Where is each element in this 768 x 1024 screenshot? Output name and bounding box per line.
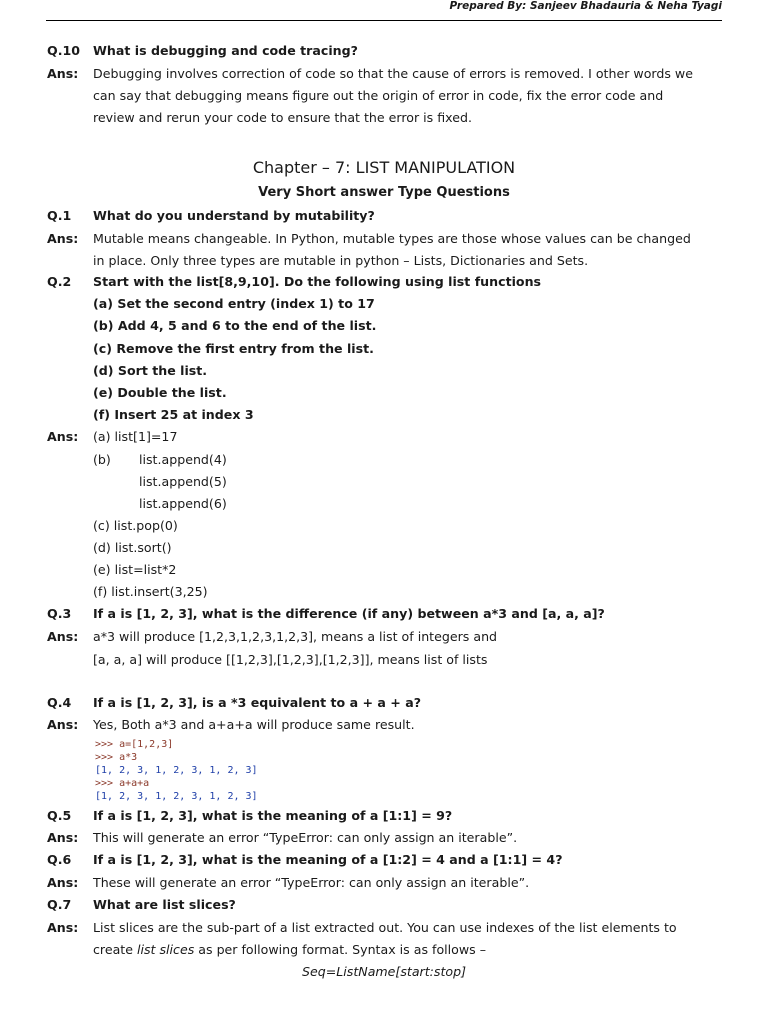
q3-answer-line: [a, a, a] will produce [[1,2,3],[1,2,3],[1,2,3]], means list of lists <box>93 652 488 667</box>
shell-output-line: [1, 2, 3, 1, 2, 3, 1, 2, 3] <box>95 791 258 802</box>
chapter-title: Chapter – 7: LIST MANIPULATION <box>252 158 516 177</box>
q7-question: What are list slices? <box>93 897 236 912</box>
python-shell-snippet <box>95 738 258 803</box>
q3-label: Q.3 <box>47 606 72 621</box>
q2-answer-b-line: list.append(4) <box>139 452 227 467</box>
q10-label: Q.10 <box>47 43 81 58</box>
q7-ans-label: Ans: <box>47 920 79 935</box>
q7-label: Q.7 <box>47 897 72 912</box>
shell-output-line: [1, 2, 3, 1, 2, 3, 1, 2, 3] <box>95 765 258 776</box>
q7-answer-text: create <box>93 942 137 957</box>
q10-answer-line: review and rerun your code to ensure that the error is fixed. <box>93 110 472 125</box>
q10-question: What is debugging and code tracing? <box>93 43 358 58</box>
section-subtitle: Very Short answer Type Questions <box>258 185 510 200</box>
q6-label: Q.6 <box>47 852 72 867</box>
q6-question: If a is [1, 2, 3], what is the meaning of a [1:2] = 4 and a [1:1] = 4? <box>93 852 563 867</box>
q4-answer: Yes, Both a*3 and a+a+a will produce same result. <box>93 717 415 732</box>
prepared-by-header: Prepared By: Sanjeev Bhadauria & Neha Tyagi <box>449 0 722 12</box>
q3-ans-label: Ans: <box>47 629 79 644</box>
q2-part: (d) Sort the list. <box>93 363 208 378</box>
q1-answer-line: Mutable means changeable. In Python, mutable types are those whose values can be changed <box>93 231 691 246</box>
q10-ans-label: Ans: <box>47 66 79 81</box>
q3-question: If a is [1, 2, 3], what is the difference (if any) between a*3 and [a, a, a]? <box>93 606 605 621</box>
q2-question: Start with the list[8,9,10]. Do the following using list functions <box>93 274 542 289</box>
q2-part: (f) Insert 25 at index 3 <box>93 407 254 422</box>
q2-answer-f: (f) list.insert(3,25) <box>93 584 208 599</box>
q2-part: (c) Remove the first entry from the list. <box>93 341 374 356</box>
q2-answer-b-label: (b) <box>93 452 111 467</box>
q1-label: Q.1 <box>47 208 72 223</box>
q2-answer-a: (a) list[1]=17 <box>93 429 178 444</box>
q7-answer-emphasis: list slices <box>136 942 195 957</box>
shell-prompt-line: >>> a*3 <box>95 752 138 763</box>
q5-question: If a is [1, 2, 3], what is the meaning of a [1:1] = 9? <box>93 808 453 823</box>
q2-answer-d: (d) list.sort() <box>93 540 172 555</box>
q3-answer-line: a*3 will produce [1,2,3,1,2,3,1,2,3], means a list of integers and <box>93 629 498 644</box>
q2-ans-label: Ans: <box>47 429 79 444</box>
q5-label: Q.5 <box>47 808 72 823</box>
q1-answer-line: in place. Only three types are mutable in python – Lists, Dictionaries and Sets. <box>93 253 589 268</box>
q5-answer: This will generate an error “TypeError: can only assign an iterable”. <box>93 830 518 845</box>
header-divider <box>46 20 722 21</box>
q4-ans-label: Ans: <box>47 717 79 732</box>
q7-answer-line: List slices are the sub-part of a list extracted out. You can use indexes of the list elements to <box>93 920 677 935</box>
q6-ans-label: Ans: <box>47 875 79 890</box>
q1-ans-label: Ans: <box>47 231 79 246</box>
q4-question: If a is [1, 2, 3], is a *3 equivalent to a + a + a? <box>93 695 422 710</box>
q1-question: What do you understand by mutability? <box>93 208 375 223</box>
shell-prompt-line: >>> a+a+a <box>95 778 150 789</box>
q2-answer-b-line: list.append(6) <box>139 496 227 511</box>
shell-prompt-line: >>> a=[1,2,3] <box>95 739 174 750</box>
q2-part: (e) Double the list. <box>93 385 227 400</box>
q2-answer-b-line: list.append(5) <box>139 474 227 489</box>
q10-answer-line: can say that debugging means figure out the origin of error in code, fix the error code and <box>93 88 664 103</box>
q7-answer-line <box>93 942 486 957</box>
q2-part: (a) Set the second entry (index 1) to 17 <box>93 296 375 311</box>
q4-label: Q.4 <box>47 695 72 710</box>
slice-syntax-format: Seq=ListName[start:stop] <box>301 964 467 979</box>
q7-answer-text: as per following format. Syntax is as follows – <box>194 942 487 957</box>
q6-answer: These will generate an error “TypeError: can only assign an iterable”. <box>93 875 530 890</box>
q2-answer-e: (e) list=list*2 <box>93 562 177 577</box>
q10-answer-line: Debugging involves correction of code so that the cause of errors is removed. I other words we <box>93 66 693 81</box>
q2-label: Q.2 <box>47 274 72 289</box>
q5-ans-label: Ans: <box>47 830 79 845</box>
q2-answer-c: (c) list.pop(0) <box>93 518 178 533</box>
q2-part: (b) Add 4, 5 and 6 to the end of the list. <box>93 318 377 333</box>
